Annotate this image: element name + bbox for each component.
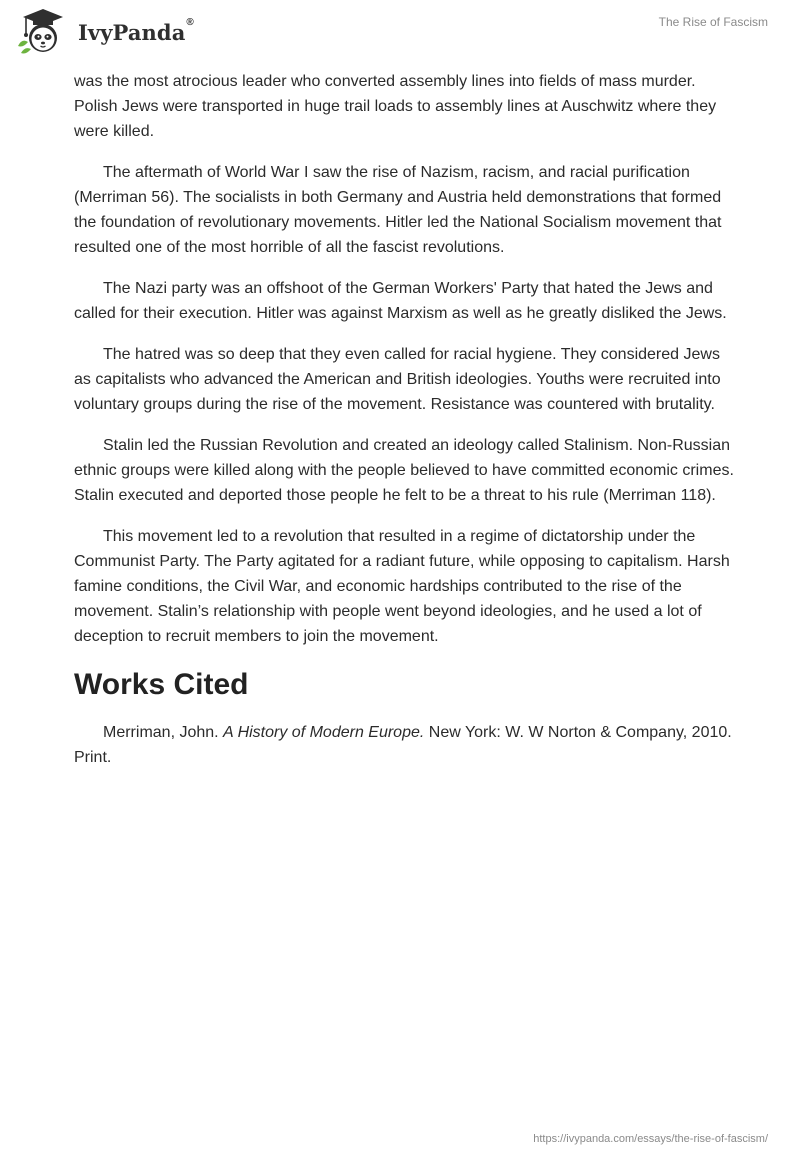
paragraph: The aftermath of World War I saw the rise of Nazism, racism, and racial purification (Merriman 56). The socialists in both Germany and Austria held demonstrations that formed the foundation of revolutionary movements. Hitler led the National Socialism movement that resulted one of the most horrible of all the fascist revolutions. [74, 164, 722, 256]
paragraph-continuation: was the most atrocious leader who converted assembly lines into fields of mass murder. Polish Jews were transported in huge trail loads to assembly lines at Auschwitz where they were killed. [74, 73, 717, 140]
citation-entry [74, 720, 734, 770]
registered-mark: ® [186, 16, 194, 28]
logo-text: IvyPanda [78, 19, 186, 45]
paragraph: The Nazi party was an offshoot of the German Workers' Party that hated the Jews and called for their execution. Hitler was against Marxism as well as he greatly disliked the Jews. [74, 280, 727, 322]
paragraph: Stalin led the Russian Revolution and created an ideology called Stalinism. Non-Russian ethnic groups were killed along with the people believed to have committed economic crimes. Stalin executed and deported those people he felt to be a threat to his rule (Merriman 118). [74, 437, 734, 504]
citation-title: A History of Modern Europe. [223, 724, 425, 741]
source-url[interactable]: https://ivypanda.com/essays/the-rise-of-fascism/ [533, 1133, 768, 1145]
page-header [0, 0, 800, 60]
citation-publication: New York: W. W Norton & Company, 2010. Print. [74, 724, 732, 766]
document-title: The Rise of Fascism [658, 15, 768, 29]
logo-wordmark [78, 16, 194, 45]
essay-content [74, 69, 734, 786]
paragraph: The hatred was so deep that they even called for racial hygiene. They considered Jews as capitalists who advanced the American and British ideologies. Youths were recruited into voluntary groups during the rise of the movement. Resistance was countered with brutality. [74, 346, 721, 413]
paragraph: This movement led to a revolution that resulted in a regime of dictatorship under the Communist Party. The Party agitated for a radiant future, while opposing to capitalism. Harsh famine conditions, the Civil War, and economic hardships contributed to the rise of the movement. Stalin’s relationship with people went beyond ideologies, and he used a lot of deception to recruit members to join the movement. [74, 528, 730, 645]
panda-mascot-icon [14, 6, 72, 56]
works-cited-heading: Works Cited [74, 668, 249, 701]
citation-author: Merriman, John. [103, 724, 224, 741]
ivypanda-logo[interactable] [14, 6, 194, 56]
